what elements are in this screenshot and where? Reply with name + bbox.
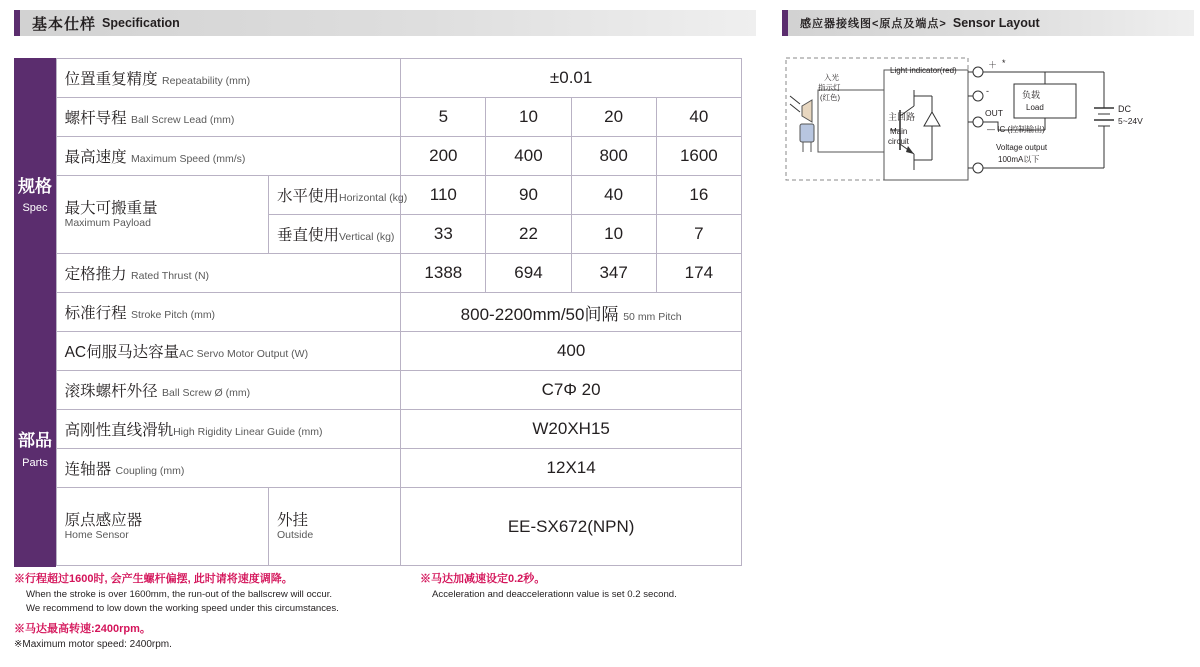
row-label-ball-screw-diameter	[56, 371, 401, 410]
row-value-stroke-pitch	[401, 293, 742, 332]
row-value-repeatability: ±0.01	[401, 59, 742, 98]
cell-value: 40	[571, 176, 656, 215]
row-value-ac-servo-motor-output: 400	[401, 332, 742, 371]
spec-title-cn: 基本仕样	[32, 15, 97, 33]
label-light-indicator-cn3: (红色)	[820, 93, 840, 102]
side-spacer	[14, 293, 56, 332]
cell-value: 90	[486, 176, 571, 215]
cell-value: 694	[486, 254, 571, 293]
label-cn: 定格推力	[64, 266, 127, 283]
label-en: Stroke Pitch (mm)	[131, 309, 216, 321]
row-label-stroke-pitch	[56, 293, 401, 332]
row-label-ball-screw-lead	[56, 98, 401, 137]
sensor-layout-section-header	[782, 10, 1194, 36]
side-spacer	[14, 371, 56, 410]
row-label-linear-guide	[56, 410, 401, 449]
label-en: Ball Screw Ø (mm)	[162, 387, 251, 399]
side-label-spec-cn: 规格	[18, 176, 52, 196]
side-spacer	[14, 410, 56, 449]
value-sub: 50 mm Pitch	[623, 310, 682, 323]
table-row	[14, 254, 742, 293]
label-cn: 原点感应器	[64, 511, 143, 529]
sublabel-en: Outside	[276, 528, 314, 541]
label-cn: 位置重复精度	[64, 71, 158, 88]
label-main-circuit-en2: circuit	[888, 137, 909, 146]
table-row	[14, 176, 742, 215]
row-label-home-sensor	[56, 488, 268, 566]
note-en: ※Maximum motor speed: 2400rpm.	[14, 638, 172, 650]
label-dc: DC	[1118, 104, 1131, 114]
header-body	[788, 10, 1194, 36]
note-cn: ※马达加减速设定0.2秒。	[420, 573, 546, 585]
label-light-indicator-cn2: 指示灯	[818, 83, 841, 92]
label-cn: AC伺服马达容量	[64, 344, 180, 361]
layout-title-en: Sensor Layout	[952, 16, 1040, 30]
side-spacer	[14, 59, 56, 98]
sublabel-cn: 水平使用	[276, 188, 339, 205]
side-spacer	[14, 254, 56, 293]
cell-value: 40	[656, 98, 741, 137]
label-cn: 高刚性直线滑轨	[64, 422, 174, 439]
row-label-maximum-payload	[56, 176, 268, 254]
label-cn: 连轴器	[64, 461, 112, 478]
table-row	[14, 59, 742, 98]
label-cn: 滚珠螺杆外径	[64, 383, 158, 400]
label-en: Rated Thrust (N)	[131, 270, 210, 282]
label-cn: 最大可搬重量	[64, 199, 158, 217]
row-label-repeatability	[56, 59, 401, 98]
row-sublabel-vertical	[268, 215, 400, 254]
table-row	[14, 332, 742, 371]
label-voltage-output: Voltage output	[996, 143, 1048, 152]
cell-value: 33	[401, 215, 486, 254]
label-cn: 螺杆导程	[64, 110, 127, 127]
label-en: Maximum Payload	[64, 216, 151, 229]
value-main: 800-2200mm/50间隔	[460, 304, 619, 324]
cell-value: 400	[486, 137, 571, 176]
side-spacer	[14, 137, 56, 176]
row-value-home-sensor: EE-SX672(NPN)	[401, 488, 742, 566]
row-label-maximum-speed	[56, 137, 401, 176]
side-label-spec-en: Spec	[22, 202, 48, 215]
sensor-wiring-diagram	[782, 50, 1186, 200]
label-load-en: Load	[1026, 103, 1044, 112]
label-cn: 最高速度	[64, 149, 127, 166]
header-body	[20, 10, 756, 36]
label-cn: 标准行程	[64, 305, 127, 322]
row-label-ac-servo-motor-output	[56, 332, 401, 371]
label-en: Home Sensor	[64, 528, 129, 541]
label-voltage-current: 100mA以下	[998, 155, 1040, 164]
row-value-ball-screw-diameter: C7Φ 20	[401, 371, 742, 410]
label-terminal-star: *	[1002, 58, 1006, 68]
note-stroke-warning	[14, 572, 414, 616]
specification-section-header	[14, 10, 756, 36]
label-en: AC Servo Motor Output (W)	[179, 348, 309, 360]
label-terminal-plus: ＋	[988, 60, 998, 70]
cell-value: 347	[571, 254, 656, 293]
side-spacer	[14, 488, 56, 566]
label-dc-range: 5~24V	[1118, 116, 1143, 126]
label-en: Ball Screw Lead (mm)	[131, 114, 235, 126]
table-row	[14, 371, 742, 410]
label-en: High Rigidity Linear Guide (mm)	[173, 426, 323, 438]
cell-value: 7	[656, 215, 741, 254]
note-en-line1: When the stroke is over 1600mm, the run-out of the ballscrew will occur.	[26, 588, 333, 600]
label-light-indicator-en: Light indicator(red)	[890, 66, 957, 75]
label-en: Repeatability (mm)	[162, 75, 251, 87]
side-spacer	[14, 176, 56, 215]
note-en-line2: We recommend to low down the working speed under this circumstances.	[26, 602, 339, 614]
side-label-parts-en: Parts	[22, 456, 48, 469]
cell-value: 174	[656, 254, 741, 293]
table-row	[14, 293, 742, 332]
specification-table	[14, 58, 742, 566]
label-terminal-minus: -	[986, 86, 989, 96]
cell-value: 20	[571, 98, 656, 137]
row-sublabel-outside	[268, 488, 400, 566]
note-motor-speed	[14, 622, 444, 652]
label-terminal-out: OUT	[985, 108, 1003, 118]
sublabel-cn: 外挂	[276, 511, 308, 529]
cell-value: 800	[571, 137, 656, 176]
row-label-rated-thrust	[56, 254, 401, 293]
sensor-diagram-svg	[782, 50, 1186, 200]
note-cn: ※行程超过1600时, 会产生螺杆偏摆, 此时请将速度调降。	[14, 573, 293, 585]
row-sublabel-horizontal	[268, 176, 408, 215]
cell-value: 16	[656, 176, 741, 215]
label-en: Coupling (mm)	[115, 465, 185, 477]
side-label-parts-cn: 部品	[18, 431, 52, 451]
sublabel-cn: 垂直使用	[276, 227, 339, 244]
label-main-circuit-cn: 主回路	[888, 112, 916, 122]
label-en: Maximum Speed (mm/s)	[131, 153, 246, 165]
cell-value: 10	[486, 98, 571, 137]
cell-value: 1600	[656, 137, 741, 176]
table-row	[14, 410, 742, 449]
sublabel-en: Horizontal (kg)	[339, 192, 408, 204]
side-spacer	[14, 449, 56, 488]
table-row	[14, 98, 742, 137]
cell-value: 22	[486, 215, 571, 254]
sublabel-en: Vertical (kg)	[339, 231, 395, 243]
row-label-coupling	[56, 449, 401, 488]
cell-value: 10	[571, 215, 656, 254]
cell-value: 1388	[401, 254, 486, 293]
spec-title-en: Specification	[102, 16, 180, 30]
label-main-circuit-en1: Main	[890, 127, 908, 136]
row-value-coupling: 12X14	[401, 449, 742, 488]
side-spacer	[14, 215, 56, 254]
note-en: Acceleration and deaccelerationn value is set 0.2 second.	[432, 588, 677, 600]
cell-value: 200	[401, 137, 486, 176]
cell-value: 5	[401, 98, 486, 137]
table-row	[14, 137, 742, 176]
label-terminal-ic: — IC (控制输出)	[987, 125, 1045, 134]
side-spacer	[14, 98, 56, 137]
note-acceleration	[420, 572, 750, 602]
layout-title-cn: 感应器接线图<原点及端点>	[800, 18, 947, 30]
side-spacer	[14, 332, 56, 371]
row-value-linear-guide: W20XH15	[401, 410, 742, 449]
table-row	[14, 488, 742, 566]
label-load-cn: 负载	[1022, 90, 1041, 100]
note-cn: ※马达最高转速:2400rpm。	[14, 623, 151, 635]
cell-value: 110	[401, 176, 486, 215]
table-row	[14, 449, 742, 488]
label-light-indicator-cn: 入光	[824, 73, 839, 82]
